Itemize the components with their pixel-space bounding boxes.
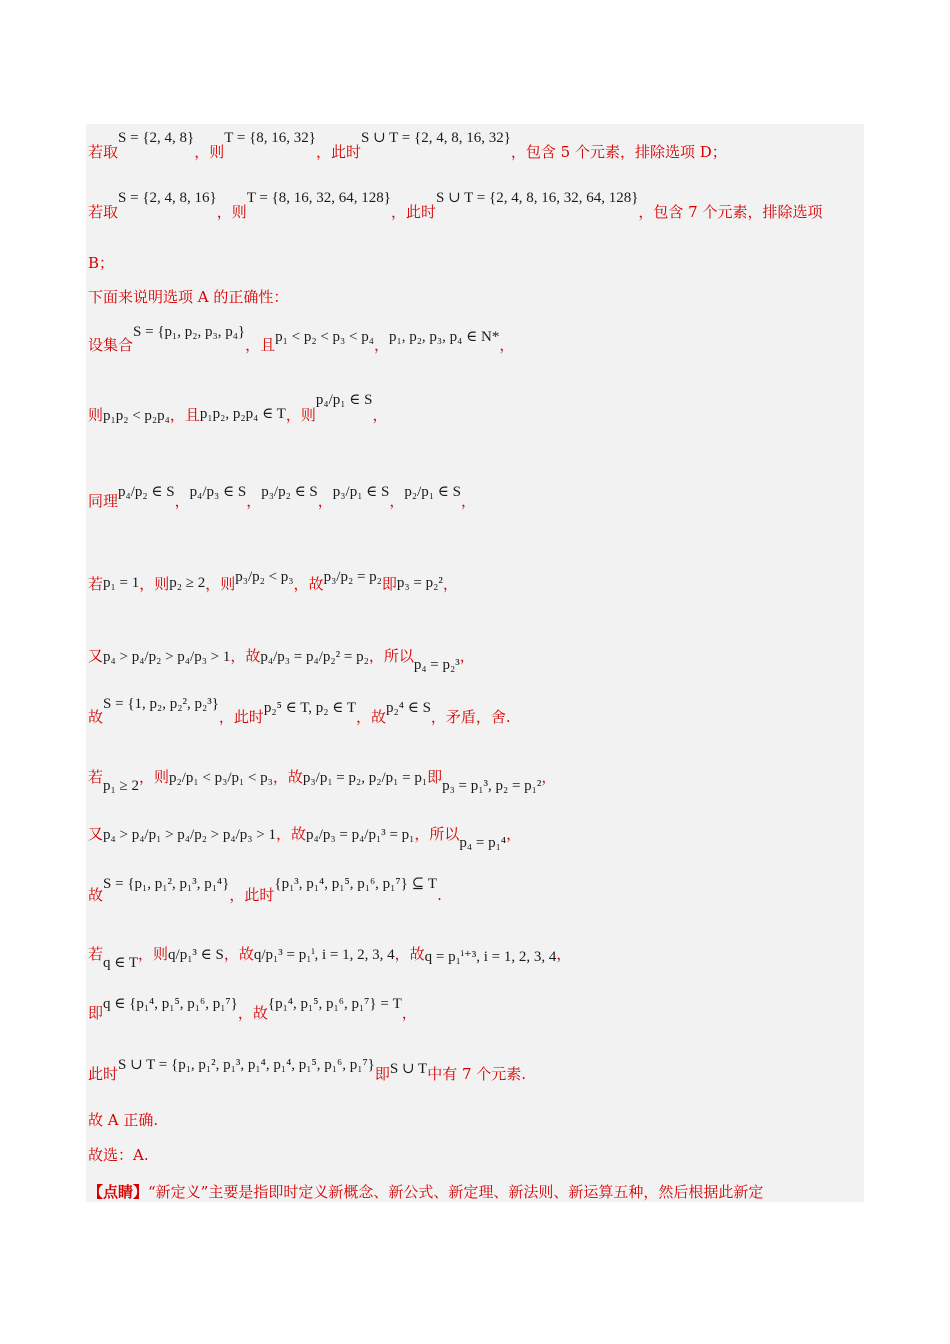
math-result: p₄ = p₁⁴: [459, 835, 507, 851]
solution-line-6: 则p₁p₂ < p₂p₄，且p₁p₂, p₂p₄ ∈ T，则p₄/p₁ ∈ S，: [88, 392, 388, 424]
math-result: q = p₁ⁱ⁺³, i = 1, 2, 3, 4: [424, 949, 557, 965]
solution-line-11: 若p₁ ≥ 2，则p₂/p₁ < p₃/p₁ < p₃，故p₃/p₁ = p₂, p₂/p₁ = p₁即p₃ = p₁³, p₂ = p₁²，: [88, 768, 557, 794]
math-set-t: T = {8, 16, 32}: [224, 130, 316, 146]
solution-line-10: 故S = {1, p₂, p₂², p₂³}，此时p₂⁵ ∈ T, p₂ ∈ T，故p₂⁴ ∈ S，矛盾，舍.: [88, 696, 511, 726]
math-ratio: p₃/p₁ = p₂, p₂/p₁ = p₁: [302, 770, 428, 786]
solution-line-2: 若取S = {2, 4, 8, 16}，则T = {8, 16, 32, 64, 128}，此时S ∪ T = {2, 4, 8, 16, 32, 64, 128}，包含 7 个元素，排除选项: [88, 190, 823, 221]
math-membership: q ∈ T: [103, 955, 139, 971]
solution-line-18: 故选：A.: [88, 1146, 149, 1164]
math-ratio: p₃/p₂ ∈ S: [261, 484, 318, 500]
math-chain: p₄ > p₄/p₂ > p₄/p₃ > 1: [103, 649, 231, 665]
math-ratio: p₄/p₃ = p₄/p₁³ = p₁: [305, 827, 415, 843]
math-ratio: p₃/p₁ ∈ S: [332, 484, 390, 500]
math-set-s: S = {2, 4, 8, 16}: [118, 190, 217, 206]
math-ratio: p₄/p₁ ∈ S: [315, 392, 373, 408]
math-condition: p₂ ≥ 2: [169, 575, 206, 591]
math-set-t: T = {8, 16, 32, 64, 128}: [246, 190, 391, 206]
math-condition: p₁ = 1: [103, 575, 140, 591]
math-union: S ∪ T = {p₁, p₁², p₁³, p₁⁴, p₁⁴, p₁⁵, p₁⁶, p₁⁷}: [118, 1057, 375, 1073]
solution-line-7: 同理p₄/p₂ ∈ S，p₄/p₃ ∈ S，p₃/p₂ ∈ S，p₃/p₁ ∈ S，p₂/p₁ ∈ S，: [88, 484, 476, 510]
solution-line-4: 下面来说明选项 A 的正确性：: [88, 288, 289, 306]
solution-line-1: 若取S = {2, 4, 8}，则T = {8, 16, 32}，此时S ∪ T = {2, 4, 8, 16, 32}，包含 5 个元素，排除选项 D；: [88, 130, 727, 161]
solution-line-13: 故S = {p₁, p₁², p₁³, p₁⁴}，此时{p₁³, p₁⁴, p₁⁵, p₁⁶, p₁⁷} ⊆ T.: [88, 876, 442, 904]
math-membership: q ∈ {p₁⁴, p₁⁵, p₁⁶, p₁⁷}: [103, 996, 238, 1012]
solution-line-17: 故 A 正确.: [88, 1111, 159, 1129]
math-set-t: {p₁⁴, p₁⁵, p₁⁶, p₁⁷} = T: [267, 996, 402, 1012]
math-union: S ∪ T: [389, 1061, 428, 1077]
solution-line-3: B；: [88, 254, 115, 272]
math-result: p₃ = p₁³, p₂ = p₁²: [442, 778, 542, 794]
solution-line-5: 设集合S = {p₁, p₂, p₃, p₄}，且p₁ < p₂ < p₃ < p₄，p₁, p₂, p₃, p₄ ∈ N*，: [88, 324, 515, 354]
solution-line-8: 若p₁ = 1，则p₂ ≥ 2，则p₃/p₂ < p₃，故p₃/p₂ = p₂即p₃ = p₂²，: [88, 569, 458, 593]
math-set-s: S = {1, p₂, p₂², p₂³}: [103, 696, 219, 712]
solution-line-12: 又p₄ > p₄/p₁ > p₄/p₂ > p₄/p₃ > 1，故p₄/p₃ = p₄/p₁³ = p₁，所以p₄ = p₁⁴，: [88, 825, 522, 851]
math-result: p₃ = p₂²: [396, 575, 443, 591]
math-membership: p₂⁴ ∈ S: [386, 700, 431, 716]
math-ratio: p₂/p₁ ∈ S: [404, 484, 461, 500]
math-condition: p₁ ≥ 2: [103, 778, 139, 794]
math-union: S ∪ T = {2, 4, 8, 16, 32}: [361, 130, 511, 146]
solution-line-15: 即q ∈ {p₁⁴, p₁⁵, p₁⁶, p₁⁷}，故{p₁⁴, p₁⁵, p₁⁶, p₁⁷} = T，: [88, 996, 417, 1022]
math-ratio: q/p₁³ ∈ S: [168, 947, 224, 963]
math-membership: p₂⁵ ∈ T, p₂ ∈ T: [263, 700, 356, 716]
math-order: p₁ < p₂ < p₃ < p₄: [275, 329, 374, 345]
math-ratio: p₄/p₃ ∈ S: [189, 484, 247, 500]
math-product: p₁p₂ < p₂p₄: [103, 408, 170, 424]
solution-line-14: 若q ∈ T，则q/p₁³ ∈ S，故q/p₁³ = p₁ⁱ, i = 1, 2, 3, 4，故q = p₁ⁱ⁺³, i = 1, 2, 3, 4，: [88, 945, 572, 971]
math-natural: p₁, p₂, p₃, p₄ ∈ N*: [388, 329, 500, 345]
math-product-in-t: p₁p₂, p₂p₄ ∈ T: [199, 406, 286, 422]
solution-line-16: 此时S ∪ T = {p₁, p₁², p₁³, p₁⁴, p₁⁴, p₁⁵, p₁⁶, p₁⁷}即S ∪ T中有 7 个元素.: [88, 1057, 527, 1083]
math-set-s: S = {2, 4, 8}: [118, 130, 195, 146]
math-set-s: S = {p₁, p₂, p₃, p₄}: [133, 324, 246, 340]
note-tag: 【点睛】: [88, 1183, 149, 1201]
math-ratio: p₄/p₃ = p₄/p₂² = p₂: [260, 649, 369, 665]
solution-line-19: 【点睛】“新定义”主要是指即时定义新概念、新公式、新定理、新法则、新运算五种，然后根据此新定: [88, 1183, 764, 1201]
math-ratio: q/p₁³ = p₁ⁱ, i = 1, 2, 3, 4: [253, 947, 395, 963]
math-result: p₄ = p₂³: [413, 657, 460, 673]
math-set-s: S = {p₁, p₁², p₁³, p₁⁴}: [103, 876, 230, 892]
math-ratio: p₃/p₂ = p₂: [323, 569, 382, 585]
math-union: S ∪ T = {2, 4, 8, 16, 32, 64, 128}: [436, 190, 639, 206]
math-ratio: p₄/p₂ ∈ S: [118, 484, 175, 500]
math-chain: p₂/p₁ < p₃/p₁ < p₃: [169, 770, 273, 786]
solution-line-9: 又p₄ > p₄/p₂ > p₄/p₃ > 1，故p₄/p₃ = p₄/p₂² = p₂，所以p₄ = p₂³，: [88, 647, 475, 673]
math-subset: {p₁³, p₁⁴, p₁⁵, p₁⁶, p₁⁷} ⊆ T: [274, 876, 438, 892]
math-chain: p₄ > p₄/p₁ > p₄/p₂ > p₄/p₃ > 1: [103, 827, 276, 843]
math-ratio: p₃/p₂ < p₃: [235, 569, 294, 585]
